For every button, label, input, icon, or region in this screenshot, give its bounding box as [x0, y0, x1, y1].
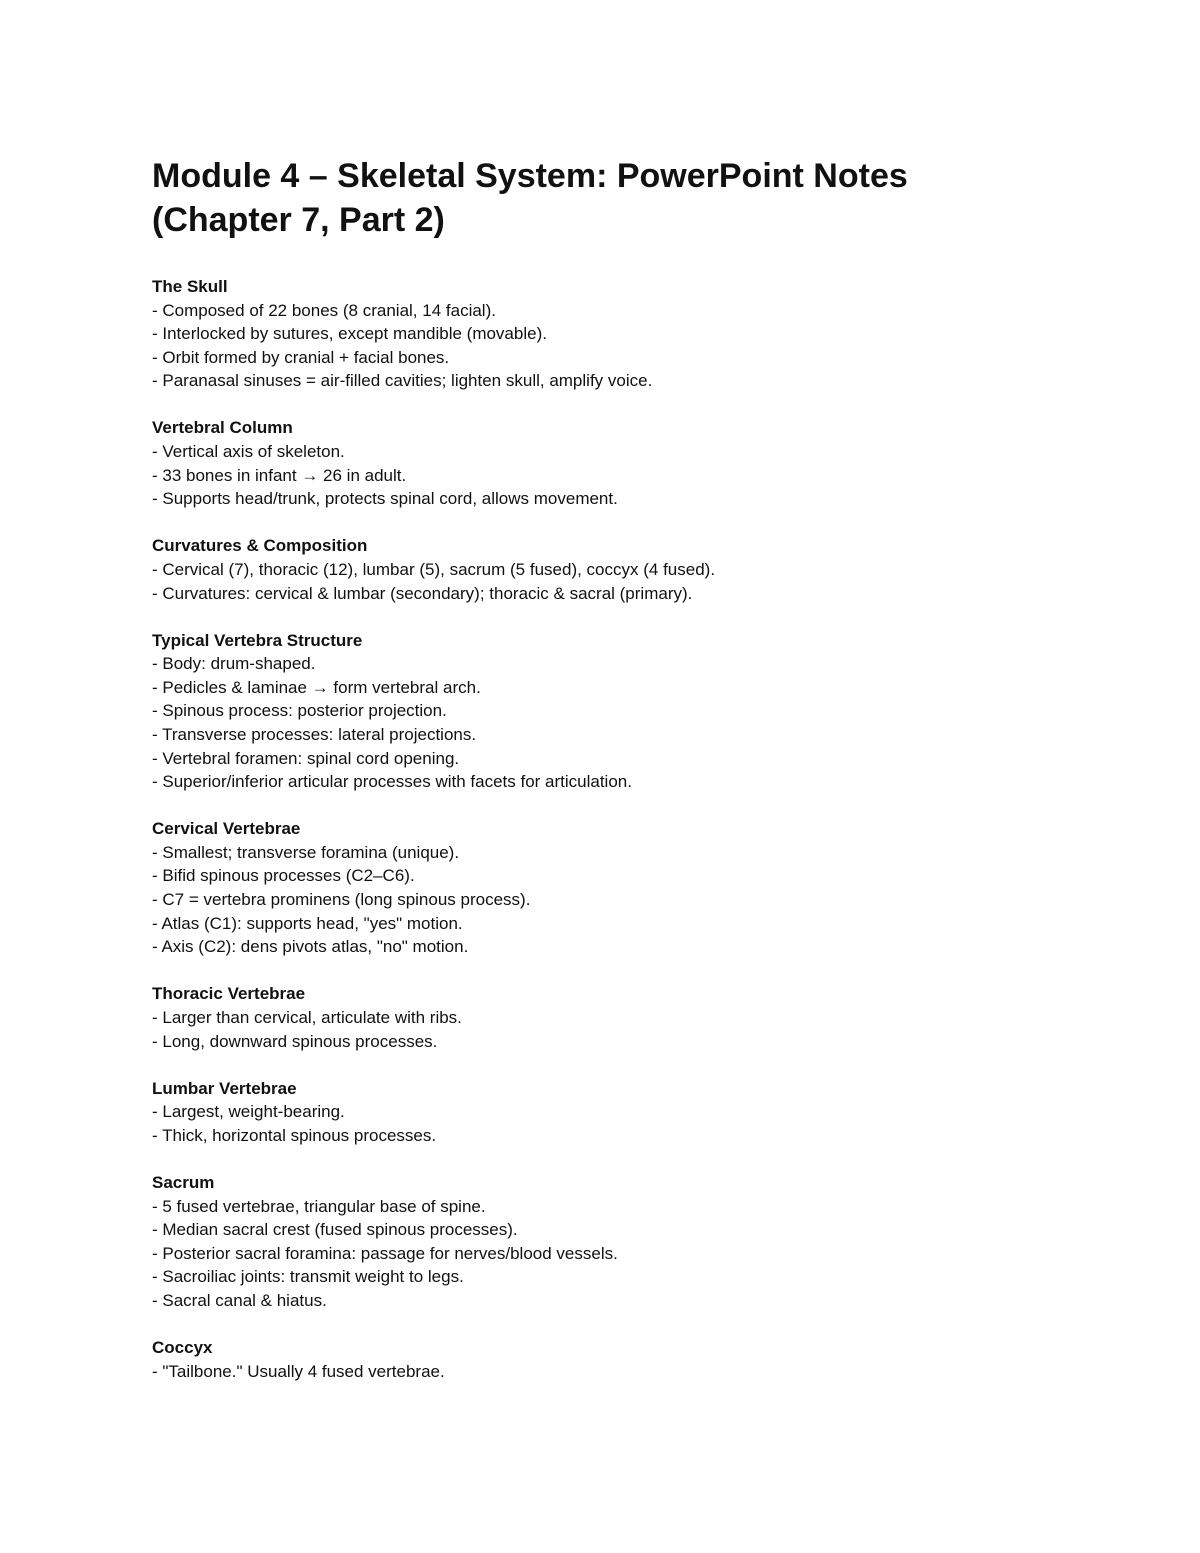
- section-heading: Curvatures & Composition: [152, 536, 368, 556]
- list-item: - Sacral canal & hiatus.: [152, 1290, 327, 1310]
- section-thoracic-vertebrae: [152, 982, 1132, 1053]
- section-sacrum: [152, 1171, 1132, 1313]
- section-heading: Thoracic Vertebrae: [152, 984, 306, 1004]
- list-item: - Spinous process: posterior projection.: [152, 701, 447, 721]
- list-item: - Curvatures: cervical & lumbar (secondary); thoracic & sacral (primary).: [152, 583, 693, 603]
- list-item: - Superior/inferior articular processes with facets for articulation.: [152, 772, 632, 792]
- section-heading: Lumbar Vertebrae: [152, 1078, 297, 1098]
- document-title-line-1: Module 4 – Skeletal System: PowerPoint Notes: [152, 157, 908, 195]
- section-item-list: [152, 1006, 1132, 1053]
- list-item: - Composed of 22 bones (8 cranial, 14 facial).: [152, 300, 496, 320]
- section-item-list: [152, 1360, 1132, 1384]
- section-item-list: [152, 299, 1132, 393]
- section-item-list: [152, 1195, 1132, 1313]
- list-item: - Vertebral foramen: spinal cord opening.: [152, 748, 460, 768]
- list-item: - Long, downward spinous processes.: [152, 1031, 438, 1051]
- section-heading: Coccyx: [152, 1337, 213, 1357]
- list-item: - "Tailbone." Usually 4 fused vertebrae.: [152, 1361, 445, 1381]
- section-lumbar-vertebrae: [152, 1077, 1132, 1148]
- section-item-list: [152, 558, 1132, 605]
- section-cervical-vertebrae: [152, 817, 1132, 959]
- section-heading: The Skull: [152, 277, 228, 296]
- list-item: - Atlas (C1): supports head, "yes" motion.: [152, 913, 463, 933]
- section-item-list: [152, 841, 1132, 959]
- section-heading: Typical Vertebra Structure: [152, 630, 363, 650]
- list-item: - Vertical axis of skeleton.: [152, 442, 345, 462]
- list-item: - Thick, horizontal spinous processes.: [152, 1125, 437, 1145]
- section-item-list: [152, 1100, 1132, 1147]
- section-the-skull: [152, 275, 1132, 393]
- document-title-line-2: (Chapter 7, Part 2): [152, 201, 445, 239]
- list-item: - Smallest; transverse foramina (unique).: [152, 842, 460, 862]
- section-item-list: [152, 440, 1132, 511]
- section-item-list: [152, 652, 1132, 794]
- list-item: - Median sacral crest (fused spinous processes).: [152, 1220, 518, 1240]
- list-item: - C7 = vertebra prominens (long spinous process).: [152, 890, 531, 910]
- section-heading: Vertebral Column: [152, 418, 293, 438]
- list-item: - Larger than cervical, articulate with ribs.: [152, 1007, 462, 1027]
- document-title: [152, 154, 1132, 242]
- section-heading: Cervical Vertebrae: [152, 819, 301, 839]
- list-item: - Posterior sacral foramina: passage for nerves/blood vessels.: [152, 1243, 618, 1263]
- list-item: - 5 fused vertebrae, triangular base of spine.: [152, 1196, 486, 1216]
- section-typical-vertebra-structure: [152, 629, 1132, 794]
- list-item: - Transverse processes: lateral projections.: [152, 725, 477, 744]
- list-item: - Orbit formed by cranial + facial bones.: [152, 347, 450, 367]
- list-item: - Pedicles & laminae → form vertebral arch.: [152, 677, 481, 697]
- list-item: - Bifid spinous processes (C2–C6).: [152, 866, 415, 886]
- list-item: - Largest, weight-bearing.: [152, 1102, 345, 1122]
- list-item: - Paranasal sinuses = air-filled cavities; lighten skull, amplify voice.: [152, 371, 653, 391]
- section-coccyx: [152, 1336, 1132, 1383]
- list-item: - Cervical (7), thoracic (12), lumbar (5), sacrum (5 fused), coccyx (4 fused).: [152, 559, 716, 579]
- list-item: - Interlocked by sutures, except mandible (movable).: [152, 324, 547, 344]
- section-vertebral-column: [152, 416, 1132, 510]
- section-curvatures-composition: [152, 534, 1132, 605]
- list-item: - Body: drum-shaped.: [152, 654, 316, 674]
- document-page: [152, 154, 1132, 1407]
- list-item: - Axis (C2): dens pivots atlas, "no" motion.: [152, 937, 469, 957]
- section-heading: Sacrum: [152, 1172, 215, 1192]
- list-item: - 33 bones in infant → 26 in adult.: [152, 465, 407, 485]
- list-item: - Sacroiliac joints: transmit weight to legs.: [152, 1267, 464, 1287]
- notes-sections: [152, 275, 1132, 1383]
- list-item: - Supports head/trunk, protects spinal cord, allows movement.: [152, 489, 618, 509]
